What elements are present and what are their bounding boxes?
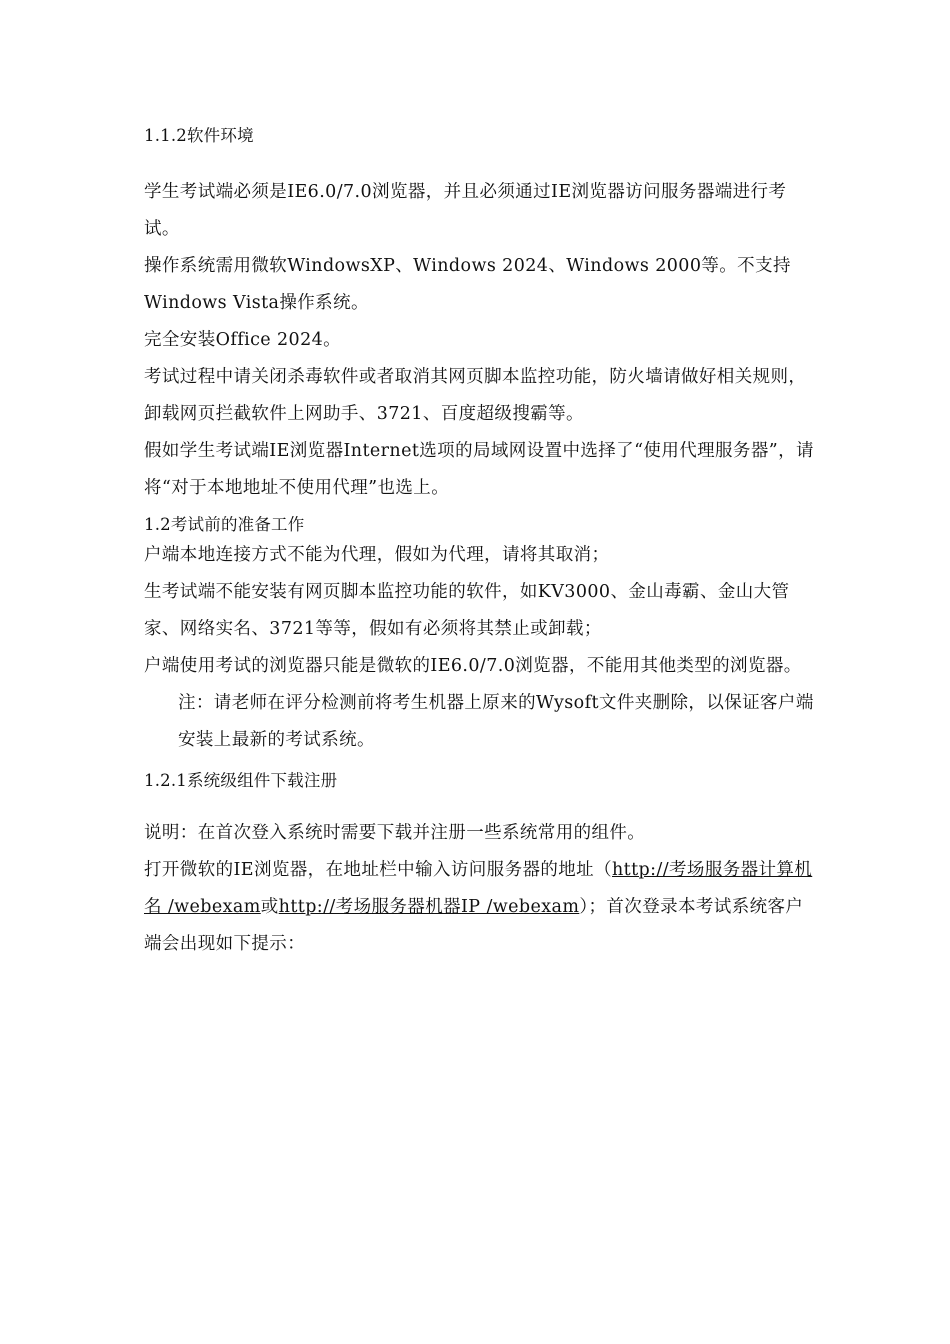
open-ie-text-end: ）；首次登录本考试系统客户端会出现如下提示： bbox=[144, 897, 804, 954]
server-ip-link[interactable]: http://考场服务器机器IP /webexam bbox=[278, 897, 580, 917]
section-heading-prep: 1.2考试前的准备工作 bbox=[144, 515, 305, 534]
paragraph-antivirus-note: 考试过程中请关闭杀毒软件或者取消其网页脚本监控功能，防火墙请做好相关规则，卸载网页拦截软件上网助手、3721、百度超级搜霸等。 bbox=[144, 367, 807, 424]
section-heading-component-register: 1.2.1系统级组件下载注册 bbox=[144, 771, 338, 790]
server-name-link[interactable]: http://考场服务器计算机名 /webexam bbox=[144, 860, 813, 917]
paragraph-open-ie bbox=[144, 852, 814, 963]
section-heading-software-env: 1.1.2软件环境 bbox=[144, 126, 254, 145]
document-body bbox=[144, 118, 814, 963]
paragraph-browser-only: 户端使用考试的浏览器只能是微软的IE6.0/7.0浏览器，不能用其他类型的浏览器。 bbox=[144, 656, 802, 676]
paragraph-no-script-monitor: 生考试端不能安装有网页脚本监控功能的软件，如KV3000、金山毒霸、金山大管家、网络实名、3721等等，假如有必须将其禁止或卸载； bbox=[144, 582, 790, 639]
paragraph-browser-requirement: 学生考试端必须是IE6.0/7.0浏览器，并且必须通过IE浏览器访问服务器端进行考试。 bbox=[144, 182, 787, 239]
paragraph-os-requirement: 操作系统需用微软WindowsXP、Windows 2024、Windows 2000等。不支持Windows Vista操作系统。 bbox=[144, 256, 791, 313]
paragraph-register-description: 说明：在首次登入系统时需要下载并注册一些系统常用的组件。 bbox=[144, 823, 646, 843]
note-delete-wysoft: 注：请老师在评分检测前将考生机器上原来的Wysoft文件夹删除，以保证客户端安装上最新的考试系统。 bbox=[178, 693, 814, 750]
paragraph-office-requirement: 完全安装Office 2024。 bbox=[144, 330, 342, 350]
open-ie-text-start: 打开微软的IE浏览器，在地址栏中输入访问服务器的地址（ bbox=[144, 860, 612, 880]
open-ie-text-or: 或 bbox=[260, 897, 279, 917]
paragraph-proxy-note: 假如学生考试端IE浏览器Internet选项的局域网设置中选择了“使用代理服务器”，请将“对于本地地址不使用代理”也选上。 bbox=[144, 441, 814, 498]
paragraph-no-proxy: 户端本地连接方式不能为代理，假如为代理，请将其取消； bbox=[144, 545, 610, 565]
